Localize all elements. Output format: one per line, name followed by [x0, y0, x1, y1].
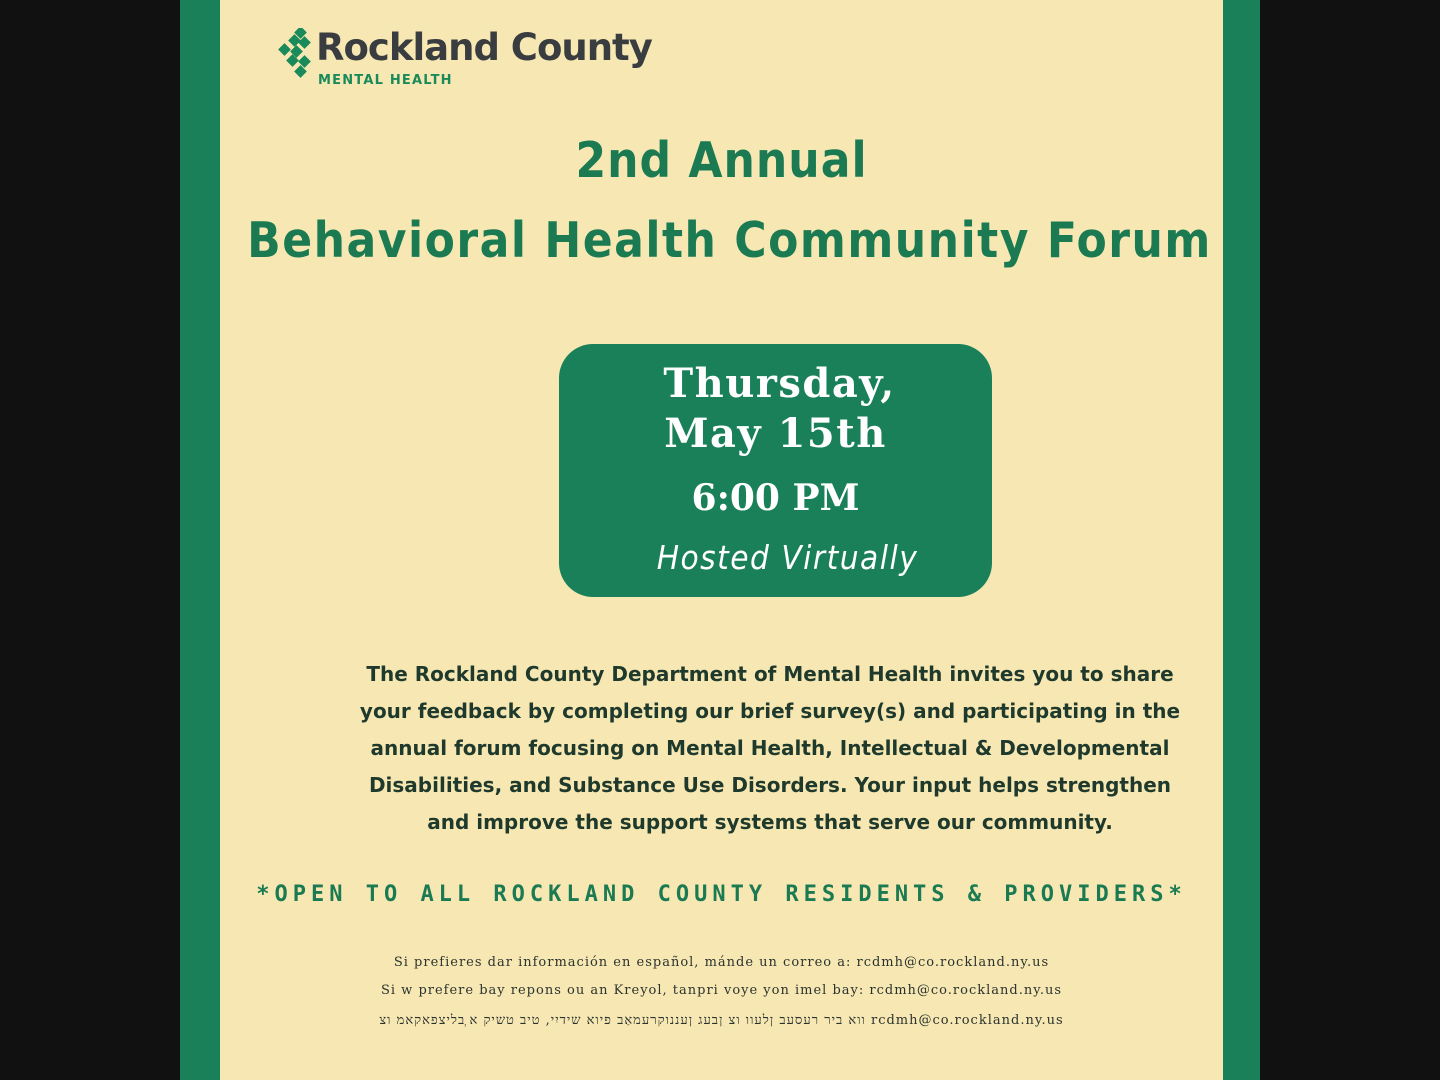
event-title: Behavioral Health Community Forum	[247, 212, 1212, 269]
audience-notice: *OPEN TO ALL ROCKLAND COUNTY RESIDENTS & PROVIDERS*	[256, 882, 1187, 907]
description-line: and improve the support systems that serve our community.	[427, 810, 1113, 834]
organization-logo	[278, 26, 678, 96]
event-description	[350, 656, 1190, 841]
flyer-frame	[180, 0, 1260, 1080]
event-day: Thursday,	[663, 360, 896, 407]
diamond-cluster-icon	[278, 28, 314, 78]
event-details-box	[559, 344, 992, 597]
kreyol-contact-line: Si w prefere bay repons ou an Kreyol, tanpri voye yon imel bay: rcdmh@co.rockland.ny.us	[380, 983, 1063, 998]
event-time: 6:00 PM	[691, 477, 860, 519]
event-location: Hosted Virtually	[656, 538, 919, 577]
logo-title: Rockland County	[316, 26, 652, 69]
description-line: Disabilities, and Substance Use Disorders. Your input helps strengthen	[368, 773, 1172, 797]
description-line: annual forum focusing on Mental Health, Intellectual & Developmental	[370, 736, 1170, 760]
description-line: your feedback by completing our brief survey(s) and participating in the	[359, 699, 1181, 723]
spanish-contact-line: Si prefieres dar información en español, mánde un correo a: rcdmh@co.rockland.ny.us	[393, 955, 1050, 970]
event-edition: 2nd Annual	[575, 132, 868, 189]
logo-subtitle: MENTAL HEALTH	[318, 73, 453, 88]
description-line: The Rockland County Department of Mental Health invites you to share	[366, 662, 1174, 686]
flyer-panel	[220, 0, 1223, 1080]
event-date: May 15th	[664, 410, 887, 457]
yiddish-contact-line: ווא ביר רעסעב ןלעוו וצ ןבעג ןעננוקרעמאַב פיוא שידיִי, טיב טשיק א ְבליצפאקאמ וצ rcdmh@co.rockland.ny.us	[379, 1013, 1064, 1028]
